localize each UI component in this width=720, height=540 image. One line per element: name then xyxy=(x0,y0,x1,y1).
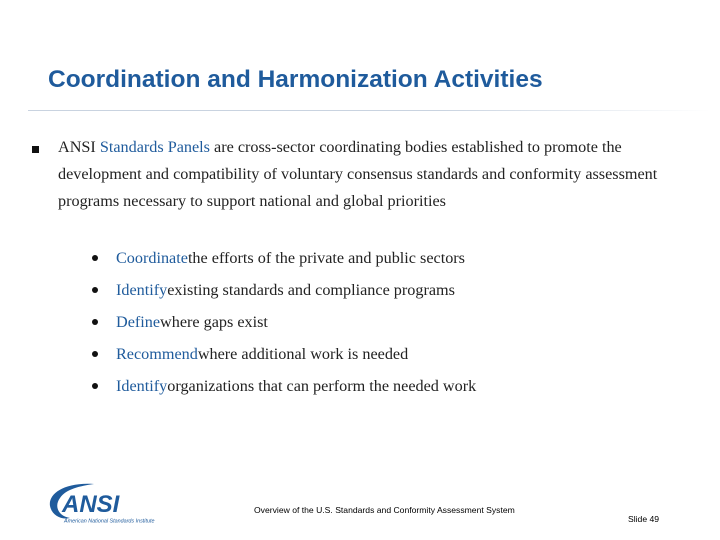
sub-bullet-text: where additional work is needed xyxy=(197,344,409,363)
footer-text: Overview of the U.S. Standards and Conformity Assessment System xyxy=(254,505,515,515)
ansi-logo xyxy=(44,478,194,526)
sub-bullet-verb: Define xyxy=(116,312,161,331)
sub-bullet-text: the efforts of the private and public sectors xyxy=(187,248,465,267)
logo-tagline: American National Standards Institute xyxy=(64,518,155,525)
sub-bullet-text: organizations that can perform the needed work xyxy=(167,376,477,395)
sub-bullet-item xyxy=(92,306,476,338)
sub-bullet-text: existing standards and compliance programs xyxy=(167,280,455,299)
sub-bullet-verb: Coordinate xyxy=(116,248,188,267)
round-bullet-icon xyxy=(92,255,98,261)
round-bullet-icon xyxy=(92,351,98,357)
logo-wordmark: ANSI xyxy=(62,491,120,518)
slide-title: Coordination and Harmonization Activities xyxy=(48,66,543,93)
sub-bullet-text: where gaps exist xyxy=(160,312,268,331)
round-bullet-icon xyxy=(92,383,98,389)
main-bullet-rest: are cross-sector coordinating bodies established to promote the development and compatibility of voluntary consensus standards and conformity assessment programs necessary to support national and global priorities xyxy=(58,138,658,210)
sub-bullet-verb: Identify xyxy=(116,280,168,299)
round-bullet-icon xyxy=(92,287,98,293)
sub-bullet-list xyxy=(92,242,476,402)
sub-bullet-item xyxy=(92,242,476,274)
title-divider xyxy=(28,110,710,111)
main-bullet-prefix: ANSI xyxy=(58,138,100,156)
round-bullet-icon xyxy=(92,319,98,325)
sub-bullet-item xyxy=(92,370,476,402)
sub-bullet-verb: Identify xyxy=(116,376,168,395)
square-bullet-icon xyxy=(32,146,39,153)
main-bullet-text xyxy=(58,134,703,215)
sub-bullet-item xyxy=(92,338,476,370)
sub-bullet-verb: Recommend xyxy=(116,344,198,363)
main-bullet-highlight: Standards Panels xyxy=(99,138,210,156)
slide-number: Slide 49 xyxy=(628,514,660,524)
sub-bullet-item xyxy=(92,274,476,306)
